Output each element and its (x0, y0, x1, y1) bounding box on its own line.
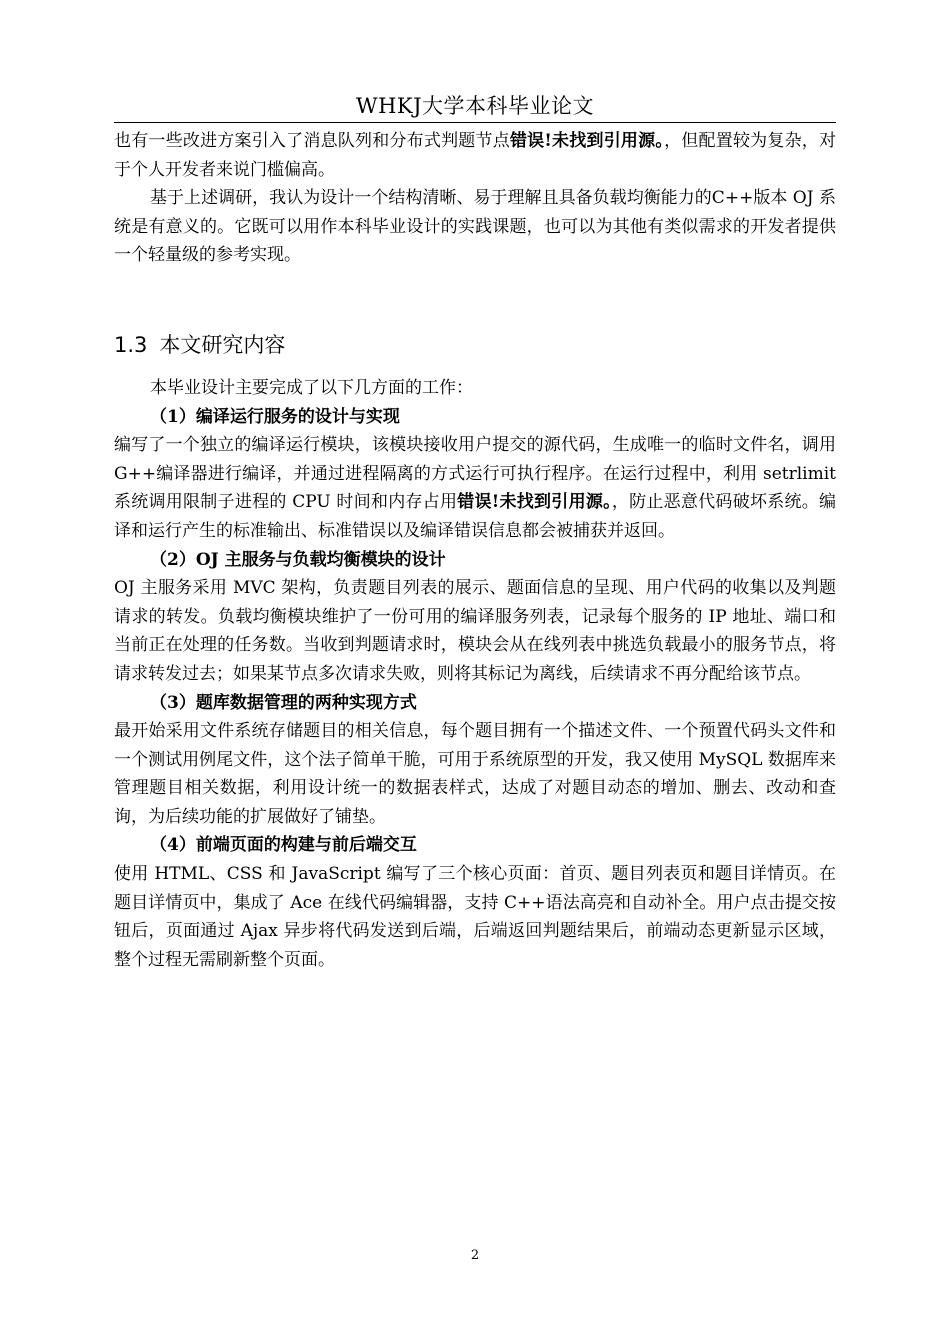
page-header: WHKJ大学本科毕业论文 (355, 94, 594, 118)
paragraph: 基于上述调研，我认为设计一个结构清晰、易于理解且具备负载均衡能力的C++版本 OJ 系统是有意义的。它既可以用作本科毕业设计的实践课题，也可以为其他有类似需求的开发者提供一个轻量级的参考实现。 (114, 188, 836, 266)
section-intro: 本毕业设计主要完成了以下几方面的工作： (150, 377, 473, 398)
section-title: 本文研究内容 (159, 332, 286, 357)
reference-error: 错误!未找到引用源。 (457, 492, 612, 513)
item-text: 使用 HTML、CSS 和 JavaScript 编写了三个核心页面：首页、题目列表页和题目详情页。在题目详情页中，集成了 Ace 在线代码编辑器，支持 C++语法高亮和自动补全。用户点击提交按钮后，页面通过 Ajax 异步将代码发送到后端，后端返回判题结果后，前端动态更新显示区域，整个过程无需刷新整个页面。 (114, 864, 836, 970)
item-heading: （2）OJ 主服务与负载均衡模块的设计 (150, 549, 446, 570)
item-heading: （1）编译运行服务的设计与实现 (150, 406, 400, 427)
section-number: 1.3 (114, 332, 148, 357)
section-heading (114, 331, 836, 359)
item-text-part: ，防止恶意代码破坏系统。编译和运行产生的标准输出、标准错误以及编译错误信息都会被捕获并返回。 (114, 492, 837, 541)
item-text (114, 431, 836, 545)
paragraph-continued (114, 127, 836, 184)
item-heading: （3）题库数据管理的两种实现方式 (150, 692, 417, 713)
page-number: 2 (470, 1248, 480, 1263)
item-text: OJ 主服务采用 MVC 架构，负责题目列表的展示、题面信息的呈现、用户代码的收集以及判题请求的转发。负载均衡模块维护了一份可用的编译服务列表，记录每个服务的 IP 地址、端口和当前正在处理的任务数。当收到判题请求时，模块会从在线列表中挑选负载最小的服务节点，将请求转发过去；如果某节点多次请求失败，则将其标记为离线，后续请求不再分配给该节点。 (114, 578, 836, 684)
paragraph-text: 也有一些改进方案引入了消息队列和分布式判题节点 (114, 131, 510, 151)
item-text: 最开始采用文件系统存储题目的相关信息，每个题目拥有一个描述文件、一个预置代码头文件和一个测试用例尾文件，这个法子简单干脆，可用于系统原型的开发，我又使用 MySQL 数据库来管理题目相关数据，利用设计统一的数据表样式，达成了对题目动态的增加、删去、改动和查询，为后续功能的扩展做好了铺垫。 (114, 721, 836, 827)
header-divider (114, 122, 836, 123)
item-text-part: 编写了一个独立的编译运行模块，该模块接收用户提交的源代码，生成唯一的临时文件名，调用 G++编译器进行编译，并通过进程隔离的方式运行可执行程序。在运行过程中，利用 setrlimit 系统调用限制子进程的 CPU 时间和内存占用 (114, 435, 836, 513)
document-body (114, 127, 836, 974)
reference-error: 错误!未找到引用源。 (509, 131, 665, 151)
paragraph-text: ，但配置较为复杂，对于个人开发者来说门槛偏高。 (114, 131, 837, 180)
item-heading: （4）前端页面的构建与前后端交互 (150, 835, 417, 856)
